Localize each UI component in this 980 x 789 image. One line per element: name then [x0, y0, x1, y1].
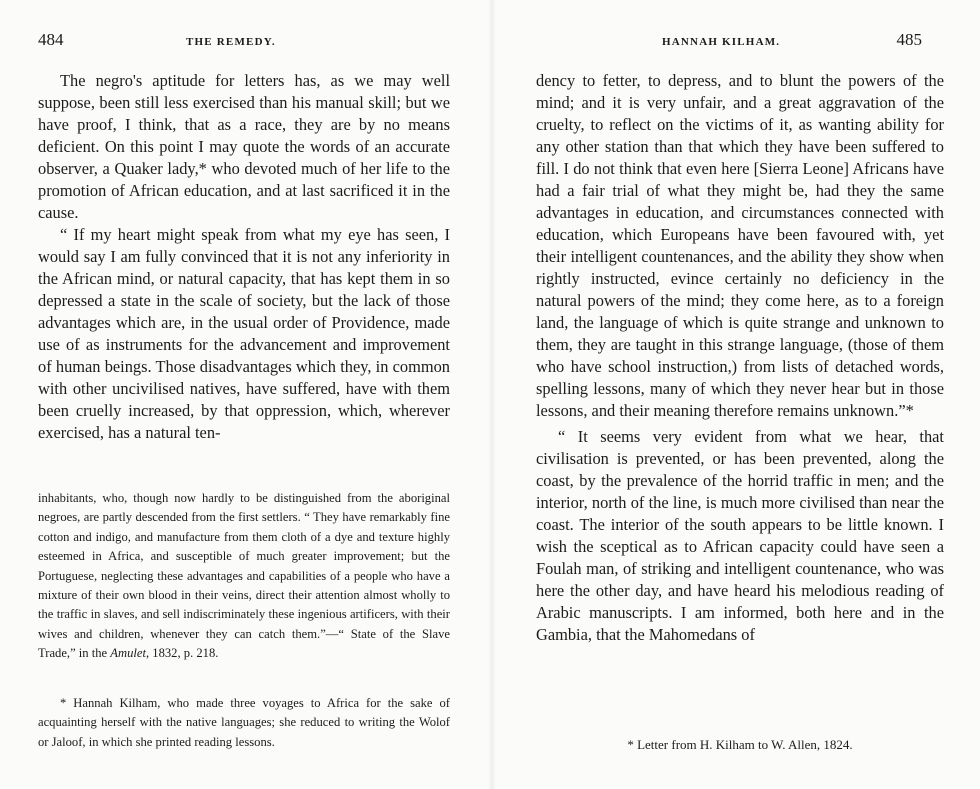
- right-page-body: [536, 70, 944, 646]
- right-running-title: HANNAH KILHAM.: [662, 36, 781, 48]
- left-paragraph-1: The negro's aptitude for letters has, as we may well suppose, been still less exercised than his manual skill; but we have proof, I think, that as a race, they are by no means deficient. On this point I may quote the words of an accurate observer, a Quaker lady,* who devoted much of her life to the promotion of African education, and at last sacrificed it in the cause.: [38, 71, 450, 222]
- left-paragraph-2: “ If my heart might speak from what my eye has seen, I would say I am fully convinced that it is not any inferiority in the African mind, or natural capacity, that has kept them in so depressed a state in the scale of society, but the lack of those advantages which are, in the usual order of Providence, made use of as instruments for the advancement and improvement of human beings. Those disadvantages which they, in common with other uncivilised natives, have suffered, have with them been cruelly increased, by that oppression, which, wherever exercised, has a natural ten-: [38, 225, 450, 442]
- continued-note-text: inhabitants, who, though now hardly to be distinguished from the aboriginal negroes, are partly descended from the first settlers. “ They have remarkably fine cotton and indigo, and manufacture from them cloth of a dye and texture highly esteemed in Africa, and susceptible of much greater improvement; but the Portuguese, neglecting these advantages and capabilities of a people who have a mixture of their own blood in their veins, direct their attention almost wholly to the traffic in slaves, and sell indiscriminately these ingenious artificers, with their wives and children, whenever they can catch them.”—“ State of the Slave Trade,” in the: [38, 491, 450, 661]
- continued-note-italic: Amulet,: [110, 646, 150, 661]
- left-continued-note: [38, 489, 450, 664]
- left-page-number: 484: [38, 30, 64, 49]
- right-page-header: [536, 30, 944, 52]
- right-page-number: 485: [896, 30, 922, 49]
- right-paragraph-2: “ It seems very evident from what we hear, that civilisation is prevented, or has been prevented, along the coast, by the prevalence of the horrid traffic in men; and the interior, north of the line, is much more civilised than near the coast. The interior of the south appears to be little known. I wish the sceptical as to African capacity could have seen a Foulah man, of striking and intelligent countenance, who was here the other day, and have heard his melodious reading of Arabic manuscripts. I am informed, both here and in the Gambia, that the Mahomedans of: [536, 427, 944, 644]
- left-page-header: [38, 30, 450, 52]
- right-paragraph-1: dency to fetter, to depress, and to blunt the powers of the mind; and it is very unfair, and a great aggravation of the cruelty, to reflect on the victims of it, as wanting ability for any other station than that which they have been suffered to fill. I do not think that even here [Sierra Leone] Africans have had a fair trial of what they might be, had they the same advantages in education, and circumstances connected with education, which Europeans have been favoured with, yet their intelligent countenances, and the ability they show when rightly instructed, evince certainly no deficiency in the natural powers of the mind; they come here, as to a foreign land, the language of which is quite strange and unknown to them, they are taught in this strange language, (those of them who have school instruction,) from lists of detached words, spelling lessons, many of which they never hear but in those lessons, and their meaning therefore remains unknown.”*: [536, 71, 944, 420]
- right-footnote: * Letter from H. Kilham to W. Allen, 1824.: [627, 737, 853, 752]
- continued-note-citation: 1832, p. 218.: [152, 646, 219, 661]
- left-footnote: [38, 694, 450, 752]
- left-footnote-text: * Hannah Kilham, who made three voyages to Africa for the sake of acquainting herself with the native languages; she reduced to writing the Wolof or Jaloof, in which she printed reading lessons.: [38, 696, 450, 749]
- book-gutter: [488, 0, 496, 789]
- left-page-body: [38, 70, 450, 444]
- left-running-title: THE REMEDY.: [186, 36, 276, 48]
